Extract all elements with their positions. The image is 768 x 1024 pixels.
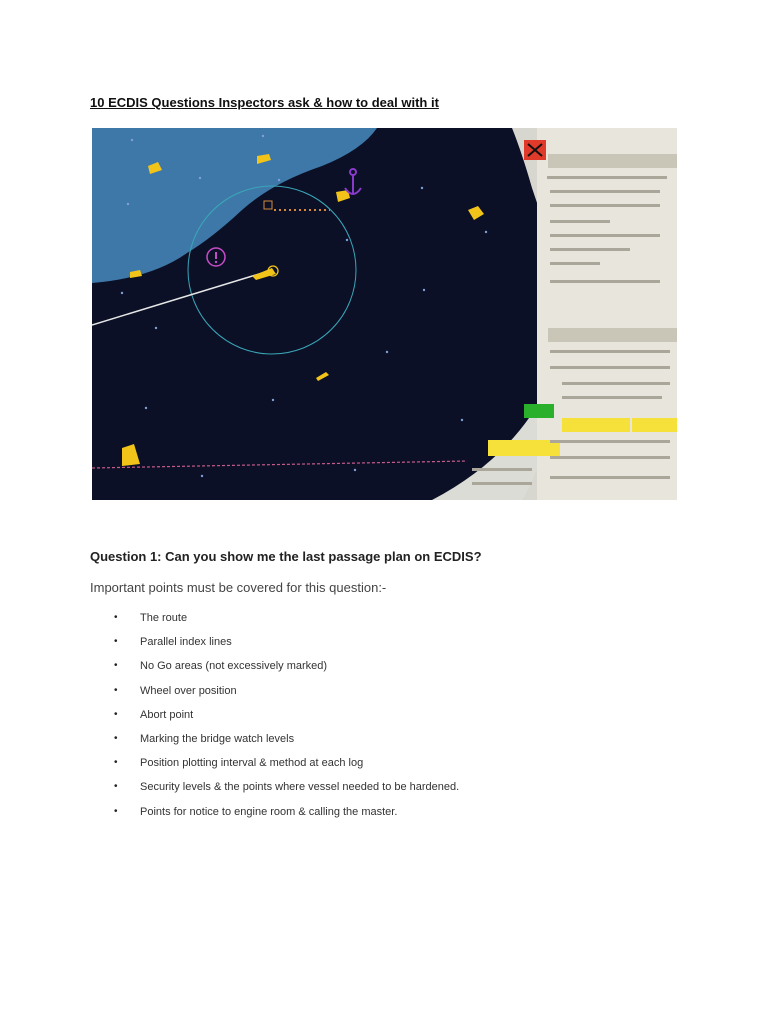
list-item-text: Parallel index lines [140, 636, 232, 649]
chart-type-badge [488, 440, 560, 456]
question-heading: Question 1: Can you show me the last passage plan on ECDIS? [90, 549, 482, 564]
list-item-text: No Go areas (not excessively marked) [140, 660, 328, 673]
list-item-text: Wheel over position [140, 684, 237, 697]
bullet-icon: • [114, 708, 118, 720]
list-item-text: Points for notice to engine room & calling the master. [140, 805, 398, 818]
list-item [112, 755, 459, 779]
list-item [112, 683, 459, 707]
bullet-icon: • [114, 757, 118, 769]
list-item [112, 779, 459, 803]
bullet-icon: • [114, 660, 118, 672]
bullet-icon: • [114, 636, 118, 648]
list-item [112, 610, 459, 634]
bullet-icon: • [114, 732, 118, 744]
list-item [112, 634, 459, 658]
bullet-icon: • [114, 805, 118, 817]
ais-indicator [524, 404, 554, 418]
list-item [112, 804, 459, 828]
bullet-icon: • [114, 684, 118, 696]
list-item-text: Security levels & the points where vessel needed to be hardened. [140, 781, 460, 794]
list-item [112, 707, 459, 731]
list-item [112, 731, 459, 755]
bullet-icon: • [114, 781, 118, 793]
list-item [112, 658, 459, 682]
list-item-text: Position plotting interval & method at each log [140, 757, 364, 770]
ecdis-screen-photo [92, 128, 677, 500]
bullet-icon: • [114, 612, 118, 623]
list-item-text: Marking the bridge watch levels [140, 732, 295, 745]
intro-text: Important points must be covered for this question:- [90, 580, 387, 595]
document-title: 10 ECDIS Questions Inspectors ask & how to deal with it [90, 95, 439, 110]
list-item-text: Abort point [140, 708, 194, 721]
list-item-text: The route [140, 612, 188, 624]
points-list [112, 610, 459, 828]
